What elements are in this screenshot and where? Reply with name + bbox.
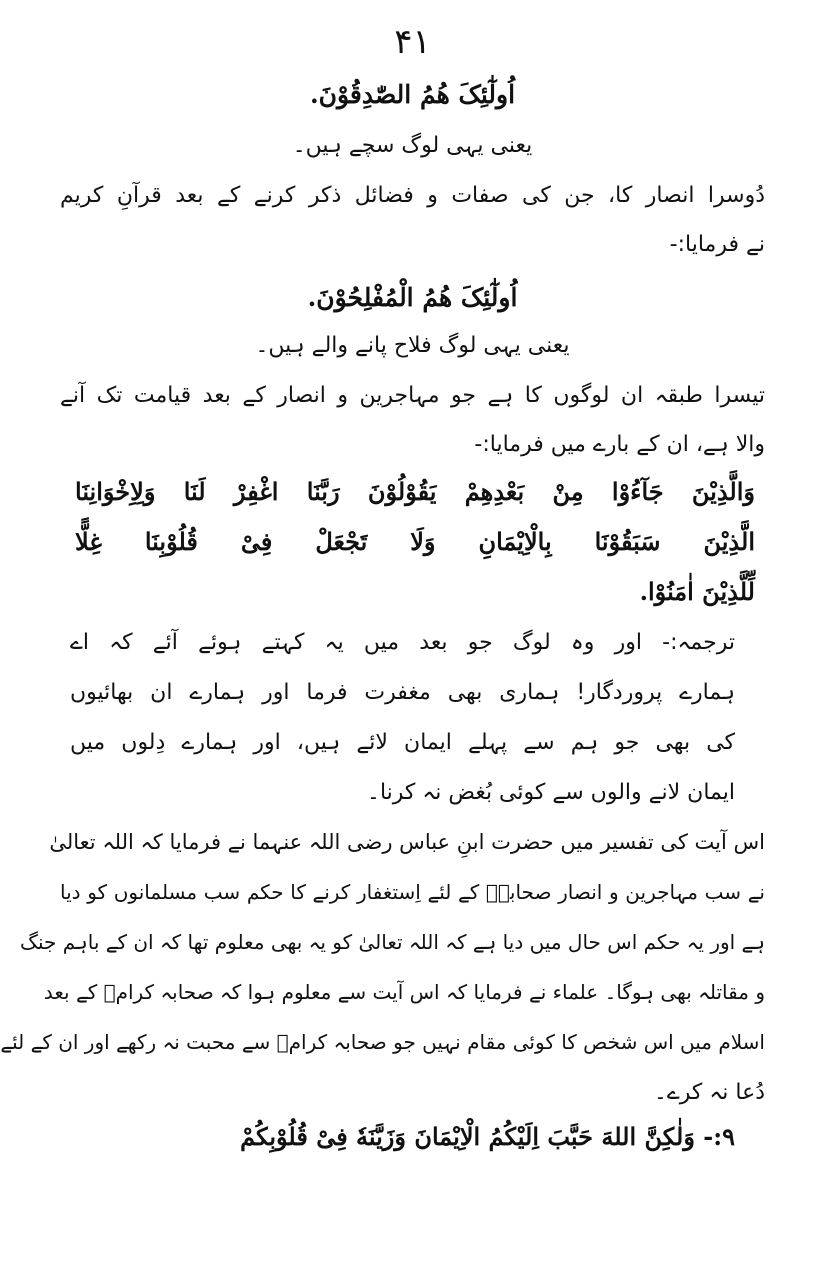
quran-verse-line-1: وَالَّذِیْنَ جَآءُوْا مِنْ بَعْدِھِمْ یَقُوْلُوْنَ رَبَّنَا اغْفِرْ لَنَا وَلِاِخْوَانِنَا	[75, 477, 755, 506]
body-line-18: ہے اور یہ حکم اس حال میں دیا ہے کہ اللہ تعالیٰ کو یہ بھی معلوم تھا کہ ان کے باہم جنگ	[20, 930, 765, 954]
translation-line-3: ترجمہ:- اور وہ لوگ جو بعد میں یہ کہتے ہوئے آئے کہ اے	[70, 630, 735, 655]
body-line-17: نے سب مہاجرین و انصار صحابہؓ کے لئے اِستغفار کرنے کا حکم سب مسلمانوں کو دیا	[60, 880, 765, 904]
quran-verse-line-3: لِّلَّذِیْنَ اٰمَنُوْا.	[639, 577, 755, 606]
quran-verse-9: ۹:- وَلٰکِنَّ اللهَ حَبَّبَ اِلَیْکُمُ الْاِیْمَانَ وَزَیَّنَهٗ فِیْ قُلُوْبِکُمْ	[240, 1122, 735, 1151]
body-line-4: نے فرمایا:-	[669, 232, 765, 257]
body-line-20: اسلام میں اس شخص کا کوئی مقام نہیں جو صحابہ کرامؓ سے محبت نہ رکھے اور ان کے لئے	[0, 1030, 765, 1054]
body-line-8: والا ہے، ان کے بارے میں فرمایا:-	[474, 432, 765, 457]
verse-line-1: اُولٰٓئِکَ ھُمُ الصّٰدِقُوْنَ.	[309, 80, 516, 109]
translation-line-5: کی بھی جو ہم سے پہلے ایمان لائے ہیں، اور ہمارے دِلوں میں	[70, 730, 735, 755]
translation-line-6: ایمان لانے والوں سے کوئی بُغض نہ کرنا۔	[367, 780, 735, 805]
verse-line-2: اُولٰٓئِکَ ھُمُ الْمُفْلِحُوْنَ.	[307, 283, 518, 312]
translation-line-2: یعنی یہی لوگ فلاح پانے والے ہیں۔	[255, 333, 570, 358]
body-line-19: و مقاتلہ بھی ہوگا۔ علماء نے فرمایا کہ اس آیت سے معلوم ہوا کہ صحابہ کرامؓ کے بعد	[43, 980, 765, 1004]
page-number: ۴۱	[394, 22, 431, 62]
translation-line-4: ہمارے پروردگار! ہماری بھی مغفرت فرما اور ہمارے ان بھائیوں	[70, 680, 735, 705]
body-line-7: تیسرا طبقہ ان لوگوں کا ہے جو مہاجرین و انصار کے بعد قیامت تک آنے	[60, 383, 765, 408]
quran-verse-line-2: الَّذِیْنَ سَبَقُوْنَا بِالْاِیْمَانِ وَلَا تَجْعَلْ فِیْ قُلُوْبِنَا غِلًّا	[75, 527, 755, 556]
translation-line-1: یعنی یہی لوگ سچے ہیں۔	[292, 133, 533, 158]
body-line-3: دُوسرا انصار کا، جن کی صفات و فضائل ذکر کرنے کے بعد قرآنِ کریم	[60, 183, 765, 208]
body-line-16: اس آیت کی تفسیر میں حضرت ابنِ عباس رضی اللہ عنہما نے فرمایا کہ اللہ تعالیٰ	[49, 830, 765, 854]
body-line-21: دُعا نہ کرے۔	[653, 1080, 765, 1105]
